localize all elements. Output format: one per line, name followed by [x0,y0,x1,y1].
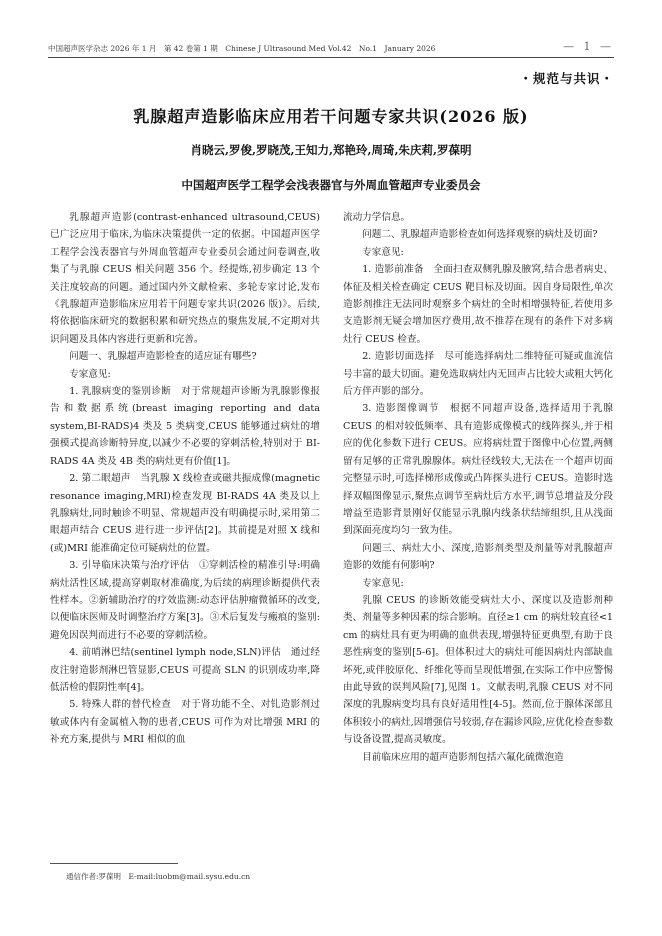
article-title: 乳腺超声造影临床应用若干问题专家共识(2026 版) [133,107,529,126]
question-heading: 问题三、病灶大小、深度,造影剂类型及剂量等对乳腺超声造影的效能有何影响? [343,542,613,572]
body-paragraph: 专家意见: [362,577,404,589]
corresponding-author-footnote: 通信作者:罗葆明 E-mail:luobm@mail.sysu.edu.cn [66,872,251,881]
body-paragraph: 5. 特殊人群的替代检查 对于肾功能不全、对钆造影剂过敏或体内有金属植入物的患者,CEUS 可作为对比增强 MRI 的补充方案,提供与 MRI 相似的血 [50,699,320,746]
body-paragraph: 专家意见: [69,368,111,380]
body-paragraph: 3. 引导临床决策与治疗评估 ①穿刺活检的精准引导:明确病灶活性区域,提高穿刺取材准确度,为后续的病理诊断提供代表性样本。②新辅助治疗的疗效监测:动态评估肿瘤微循环的改变,以便临床医师及时调整治疗方案[3]。③术后复发与瘢痕的鉴别:避免因误判而进行不必要的穿刺活检。 [50,560,320,641]
body-paragraph: 流动力学信息。 [343,212,411,223]
body-paragraph: 乳腺 CEUS 的诊断效能受病灶大小、深度以及造影剂种类、剂量等多种因素的综合影响。直径≥1 cm 的病灶较直径<1 cm 的病灶具有更为明确的血供表现,增强特征更典型,有助于良恶性病变的鉴别[5-6]。但体积过大的病灶可能因病灶内部缺血坏死,或伴胶原化、纤维化等而呈现低增强,在实际工作中应警惕由此导致的误判风险[7],见图 1。文献表明,乳腺 CEUS 对不同深度的乳腺病变均具有良好适用性[4-5]。然而,位于腺体深部且体积较小的病灶,因增强信号较弱,存在漏诊风险,应优化检查参数与设备设置,提高灵敏度。 [343,594,613,746]
column-label: ・规范与共识・ [519,71,614,86]
right-column [343,209,613,766]
running-head [48,40,614,54]
body-paragraph: 1. 造影前准备 全面扫查双侧乳腺及腋窝,结合患者病史、体征及相关检查确定 CEUS 靶目标及切面。因自身局限性,单次造影剂推注无法同时观察多个病灶的全时相增强特征,若使用多支造影剂无疑会增加医疗费用,故不推荐在现有的条件下对多病灶行 CEUS 检查。 [343,264,613,345]
body-paragraph: 乳腺超声造影(contrast-enhanced ultrasound,CEUS)已广泛应用于临床,为临床决策提供一定的依据。中国超声医学工程学会浅表器官与外周血管超声专业委员会通过问卷调查,收集了与乳腺 CEUS 相关问题 356 个。经提炼,初步确定 13 个关注度较高的问题。通过国内外文献检索、多轮专家讨论,发布《乳腺超声造影临床应用若干问题专家共识(2026 版)》。后续,将依据临床研究的数据积累和研究热点的聚焦发展,不定期对共识问题及具体内容进行更新和完善。 [50,212,320,345]
question-heading: 问题一、乳腺超声造影检查的适应证有哪些? [69,351,257,363]
author-list: 肖晓云,罗俊,罗晓茂,王知力,郑艳玲,周琦,朱庆莉,罗葆明 [190,143,472,157]
body-paragraph: 2. 第二眼超声 当乳腺 X 线检查或磁共振成像(magnetic resonance imaging,MRI)检查发现 BI-RADS 4A 类及以上乳腺病灶,同时触诊不明显、常规超声没有明确提示时,采用第二眼超声结合 CEUS 进行进一步评估[2]。其前提是对照 X 线和(或)MRI 能准确定位可疑病灶的位置。 [50,473,320,554]
body-paragraph: 1. 乳腺病变的鉴别诊断 对于常规超声诊断为乳腺影像报告和数据系统(breast imaging reporting and data system,BI-RADS)4 类及 5 类病变,CEUS 能够通过病灶的增强模式提高诊断特异度,以减少不必要的穿刺活检,特别对于 BI-RADS 4A 类及 4B 类的病灶更有价值[1]。 [50,386,320,467]
page-number: — 1 — [563,40,614,53]
left-column [50,209,320,749]
header-rule [48,57,614,58]
body-paragraph: 目前临床应用的超声造影剂包括六氟化硫微泡造 [362,751,564,763]
body-paragraph: 3. 造影图像调节 根据不同超声设备,选择适用于乳腺 CEUS 的相对较低频率、具有造影成像模式的线阵探头,并于相应的优化参数下进行 CEUS。应将病灶置于图像中心位置,两侧留有足够的正常乳腺腺体。病灶径线较大,无法在一个超声切面完整显示时,可选择梯形成像或凸阵探头进行 CEUS。造影时选择双幅图像显示,聚焦点调节至病灶后方水平,调节总增益及分段增益至造影背景刚好仅能显示乳腺内线条状结缔组织,且从浅面到深面亮度均匀一致为佳。 [343,403,613,537]
body-paragraph: 4. 前哨淋巴结(sentinel lymph node,SLN)评估 通过经皮注射造影剂淋巴管显影,CEUS 可提高 SLN 的识别成功率,降低活检的假阴性率[4]。 [50,647,320,693]
body-paragraph: 2. 造影切面选择 尽可能选择病灶二维特征可疑或血流信号丰富的最大切面。避免选取病灶内无回声占比较大或粗大钙化后方伴声影的部分。 [343,351,613,398]
journal-citation: 中国超声医学杂志 2026 年 1 月 第 42 卷第 1 期 Chinese J Ultrasound Med Vol.42 No.1 January 2026 [48,44,436,53]
organization: 中国超声医学工程学会浅表器官与外周血管超声专业委员会 [181,178,481,192]
question-heading: 问题二、乳腺超声造影检查如何选择观察的病灶及切面? [362,229,598,241]
footnote-rule [50,863,178,864]
body-paragraph: 专家意见: [362,246,404,258]
